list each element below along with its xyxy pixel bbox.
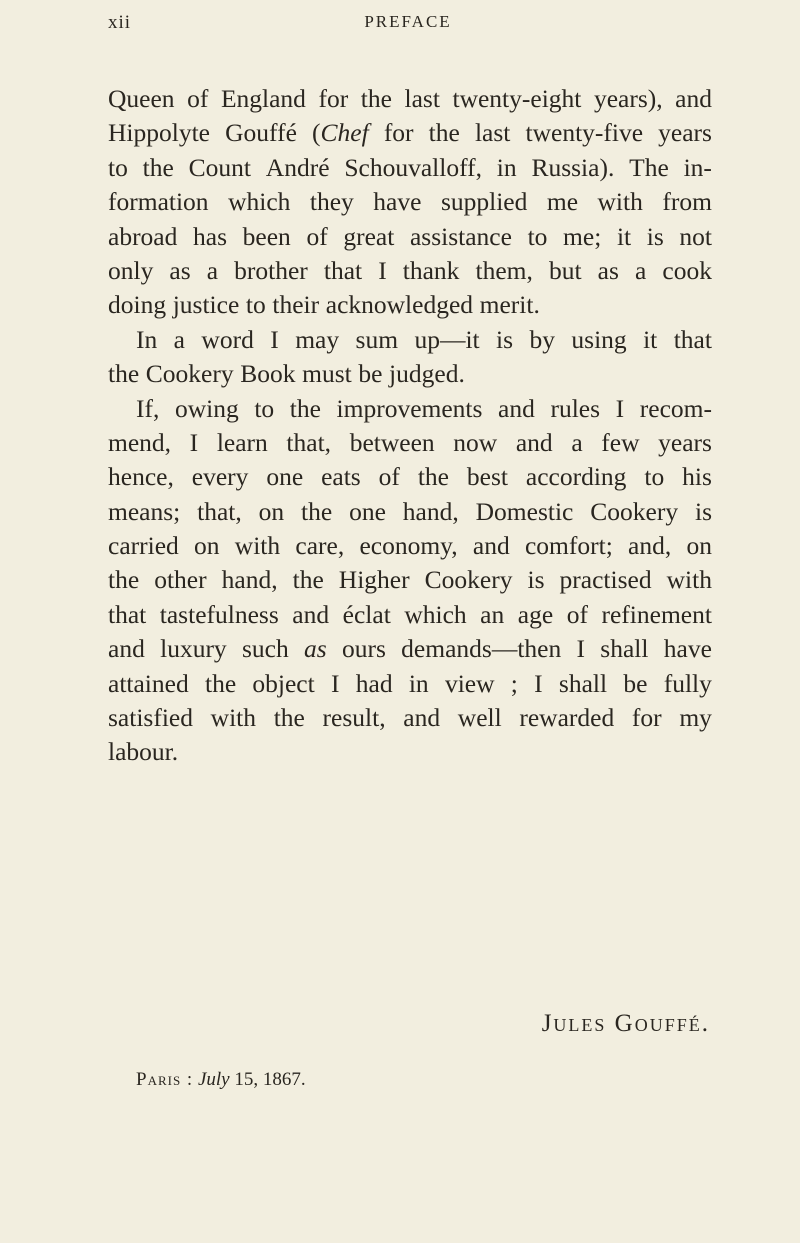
word: one: [349, 496, 386, 526]
word: had: [355, 668, 393, 698]
word: a: [206, 255, 219, 285]
word: for: [318, 84, 349, 113]
author-signature: Jules Gouffé.: [541, 1010, 710, 1037]
word: André: [265, 152, 330, 182]
word: of: [187, 84, 209, 113]
text-line: [108, 254, 712, 288]
text-line: [108, 701, 712, 735]
word: been: [242, 221, 291, 251]
word: that: [673, 324, 712, 354]
word: mend,: [108, 427, 172, 457]
word: that: [108, 599, 147, 629]
word: them,: [475, 255, 533, 285]
word: I: [270, 324, 279, 354]
text-line: [108, 151, 712, 185]
word: and: [515, 427, 553, 457]
word: that,: [197, 496, 242, 526]
word: Higher: [338, 565, 410, 595]
word: owing: [174, 393, 239, 423]
word: comfort;: [524, 531, 613, 561]
word: labour.: [108, 737, 179, 767]
text-line: [108, 563, 712, 597]
word: and: [675, 84, 712, 113]
word: the: [108, 359, 140, 389]
word: of: [566, 599, 588, 629]
word: only: [108, 255, 154, 285]
word: refinement: [601, 599, 712, 629]
word: learn: [216, 427, 268, 457]
text-line: [108, 357, 712, 391]
word: I: [534, 668, 543, 698]
word: tastefulness: [159, 599, 279, 629]
word: result,: [322, 703, 386, 733]
word: up—it: [414, 324, 480, 354]
word: recom-: [639, 393, 712, 423]
word: view: [444, 668, 495, 698]
word: hand,: [402, 496, 459, 526]
text-line: [108, 288, 712, 322]
word: with: [666, 565, 712, 595]
word: merit.: [479, 290, 540, 320]
word: by: [529, 324, 555, 354]
word: years),: [593, 84, 663, 113]
word: thank: [402, 255, 460, 285]
text-line: [108, 116, 712, 150]
word: England: [220, 84, 306, 113]
word: which: [228, 187, 291, 217]
text-line: [108, 598, 712, 632]
word: I: [615, 393, 625, 423]
word: eats: [321, 462, 361, 492]
word: judged.: [389, 359, 465, 389]
text-line: [108, 426, 712, 460]
dateline-month: July: [197, 1069, 230, 1090]
word: in-: [683, 152, 712, 182]
word: to: [644, 462, 665, 492]
word: means;: [108, 496, 181, 526]
word: for: [631, 703, 662, 733]
word: to: [527, 221, 548, 251]
word: in: [496, 152, 517, 182]
word: have: [663, 634, 712, 664]
text-line: [108, 392, 712, 426]
word: a: [634, 255, 647, 285]
word: I: [189, 427, 199, 457]
word: I: [378, 255, 387, 285]
word: best: [466, 462, 508, 492]
word: the: [273, 703, 305, 733]
word: that,: [286, 427, 332, 457]
word: fully: [663, 668, 712, 698]
word: shall: [600, 634, 649, 664]
word: on: [194, 531, 220, 561]
word: with: [234, 531, 281, 561]
word: with: [210, 703, 257, 733]
running-title: PREFACE: [364, 12, 452, 31]
word: economy,: [359, 531, 458, 561]
word: such: [241, 634, 289, 664]
dateline-place: Paris :: [136, 1069, 194, 1090]
word: In: [136, 324, 158, 354]
word: The: [629, 152, 669, 182]
word: have: [373, 187, 422, 217]
text-line: [108, 323, 712, 357]
word: Domestic: [475, 496, 574, 526]
text-line: [108, 220, 712, 254]
word: well: [457, 703, 502, 733]
word: supplied: [440, 187, 528, 217]
word: and,: [628, 531, 672, 561]
word: and: [498, 393, 535, 423]
word: has: [193, 221, 228, 251]
word: the: [142, 152, 174, 182]
word: one: [266, 462, 304, 492]
word: sum: [355, 324, 399, 354]
word: be: [358, 359, 383, 389]
word: an: [480, 599, 505, 629]
word: Queen: [108, 84, 175, 113]
word: brother: [234, 255, 308, 285]
word: that: [323, 255, 363, 285]
word: Russia).: [531, 152, 615, 182]
word: carried: [108, 531, 179, 561]
word: between: [349, 427, 435, 457]
word: and: [108, 634, 145, 664]
word: shall: [558, 668, 608, 698]
word: may: [295, 324, 340, 354]
word: as: [169, 255, 191, 285]
word: object: [252, 668, 315, 698]
word: in: [408, 668, 429, 698]
word: is: [496, 324, 514, 354]
text-line: [108, 529, 712, 563]
text-line: [108, 735, 712, 769]
word: not: [679, 221, 712, 251]
text-line: [108, 667, 712, 701]
word: to: [245, 290, 266, 320]
word: a: [571, 427, 583, 457]
word: practised: [559, 565, 652, 595]
word: Cookery: [424, 565, 513, 595]
word: ours: [341, 634, 386, 664]
word: great: [343, 221, 395, 251]
word: as: [304, 634, 327, 664]
word: acknowledged: [325, 290, 474, 320]
word: Gouffé: [225, 118, 297, 148]
word: every: [191, 462, 249, 492]
word: on: [258, 496, 285, 526]
word: (Chef: [312, 118, 369, 148]
word: to: [108, 152, 128, 182]
word: they: [309, 187, 354, 217]
word: care,: [295, 531, 345, 561]
word: and: [403, 703, 441, 733]
word: my: [679, 703, 712, 733]
word: ;: [510, 668, 518, 698]
word: to: [254, 393, 275, 423]
word: formation: [108, 187, 209, 217]
word: but: [548, 255, 582, 285]
word: If,: [136, 393, 160, 423]
word: and: [472, 531, 510, 561]
word: the: [108, 565, 140, 595]
text-line: [108, 185, 712, 219]
word: I: [576, 634, 586, 664]
word: satisfied: [108, 703, 193, 733]
word: the: [417, 462, 449, 492]
word: the: [360, 84, 392, 113]
dateline-date: 15, 1867.: [234, 1069, 306, 1090]
word: is: [646, 221, 664, 251]
word: few: [601, 427, 640, 457]
word: with: [597, 187, 643, 217]
word: Hippolyte: [108, 118, 210, 148]
word: is: [527, 565, 545, 595]
word: cook: [662, 255, 712, 285]
running-head: [108, 12, 708, 42]
word: his: [682, 462, 712, 492]
word: I: [330, 668, 340, 698]
word: abroad: [108, 221, 178, 251]
word: it: [643, 324, 658, 354]
word: according: [525, 462, 627, 492]
word: attained: [108, 668, 189, 698]
word: luxury: [160, 634, 227, 664]
text-line: [108, 632, 712, 666]
word: Cookery: [590, 496, 679, 526]
word: be: [623, 668, 648, 698]
word: which: [404, 599, 467, 629]
word: and: [292, 599, 330, 629]
word: éclat: [342, 599, 391, 629]
word: it: [616, 221, 632, 251]
word: me;: [563, 221, 602, 251]
word: last: [474, 118, 511, 148]
word: of: [306, 221, 328, 251]
word: rewarded: [519, 703, 615, 733]
word: hence,: [108, 462, 174, 492]
word: rules: [550, 393, 601, 423]
page-number: xii: [108, 12, 132, 33]
word: twenty-eight: [452, 84, 582, 113]
word: using: [571, 324, 627, 354]
word: for: [383, 118, 414, 148]
word: on: [686, 531, 712, 561]
word: the: [204, 668, 237, 698]
word: the: [428, 118, 460, 148]
body-text: [108, 82, 712, 770]
word: Cookery: [145, 359, 234, 389]
text-line: [108, 460, 712, 494]
word: their: [272, 290, 320, 320]
dateline: [136, 1069, 306, 1091]
word: the: [301, 496, 333, 526]
word: the: [292, 565, 324, 595]
word: demands—then: [401, 634, 562, 664]
word: years: [658, 118, 712, 148]
word: years: [658, 427, 712, 457]
word: Count: [188, 152, 251, 182]
word: Schouvalloff,: [344, 152, 482, 182]
word: Book: [240, 359, 296, 389]
word: improvements: [336, 393, 483, 423]
word: now: [453, 427, 498, 457]
word: from: [662, 187, 712, 217]
word: justice: [172, 290, 240, 320]
word: of: [378, 462, 400, 492]
text-line: [108, 82, 712, 116]
word: hand,: [221, 565, 278, 595]
word: other: [154, 565, 207, 595]
word: the: [289, 393, 321, 423]
word: doing: [108, 290, 167, 320]
word: age: [517, 599, 554, 629]
word: assistance: [409, 221, 512, 251]
word: last: [404, 84, 440, 113]
word: twenty-five: [525, 118, 644, 148]
word: as: [597, 255, 619, 285]
word: a: [173, 324, 185, 354]
word: me: [546, 187, 579, 217]
word: is: [694, 496, 712, 526]
text-line: [108, 495, 712, 529]
word: must: [302, 359, 352, 389]
word: word: [201, 324, 254, 354]
